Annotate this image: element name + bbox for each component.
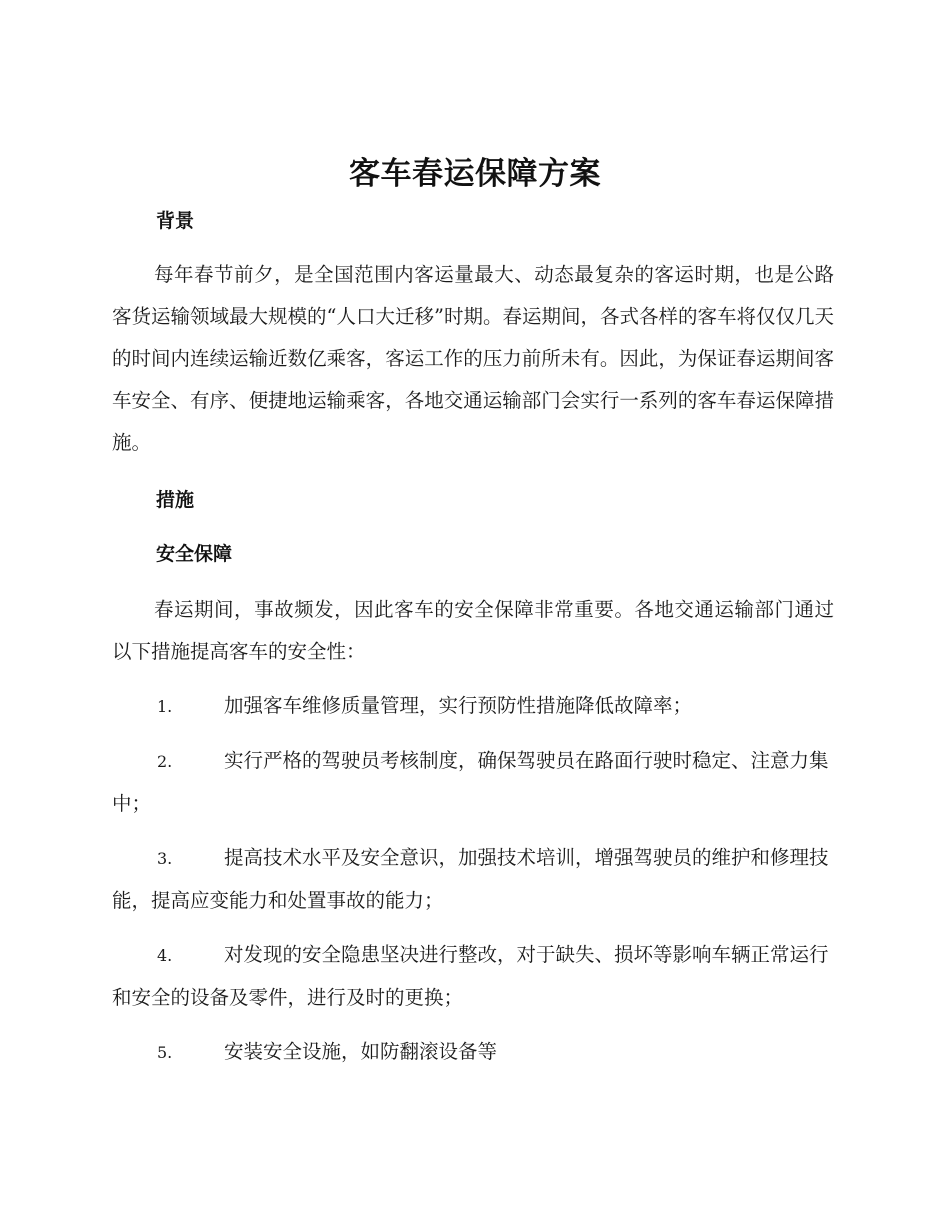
document-title: 客车春运保障方案: [349, 156, 601, 192]
list-item-text: 安装安全设施，如防翻滚设备等: [224, 1040, 498, 1063]
list-item: [112, 837, 834, 922]
list-item-number: 2.: [157, 752, 173, 771]
list-item-text: 提高技术水平及安全意识，加强技术培训，增强驾驶员的维护和修理技能，提高应变能力和处置事故的能力；: [112, 846, 829, 912]
list-item-number: 5.: [157, 1043, 173, 1062]
list-item-number: 3.: [157, 849, 173, 868]
safety-intro-paragraph: 春运期间，事故频发，因此客车的安全保障非常重要。各地交通运输部门通过以下措施提高客车的安全性：: [112, 598, 834, 663]
section-heading-measures: 措施: [156, 489, 195, 511]
background-paragraph: 每年春节前夕，是全国范围内客运量最大、动态最复杂的客运时期，也是公路客货运输领域最大规模的“人口大迁移”时期。春运期间，各式各样的客车将仅仅几天的时间内连续运输近数亿乘客，客运工作的压力前所未有。因此，为保证春运期间客车安全、有序、便捷地运输乘客，各地交通运输部门会实行一系列的客车春运保障措施。: [112, 263, 834, 454]
list-item-text: 对发现的安全隐患坚决进行整改，对于缺失、损坏等影响车辆正常运行和安全的设备及零件，进行及时的更换；: [112, 943, 829, 1009]
list-item-number: 1.: [157, 697, 173, 716]
list-item-number: 4.: [157, 946, 173, 965]
list-item-text: 实行严格的驾驶员考核制度，确保驾驶员在路面行驶时稳定、注意力集中；: [112, 749, 829, 815]
section-heading-safety: 安全保障: [156, 543, 233, 565]
list-item: [112, 685, 834, 728]
list-item: [112, 1031, 834, 1074]
list-item-text: 加强客车维修质量管理，实行预防性措施降低故障率；: [224, 694, 693, 717]
section-heading-background: 背景: [156, 210, 195, 232]
list-item: [112, 740, 834, 825]
list-item: [112, 934, 834, 1019]
